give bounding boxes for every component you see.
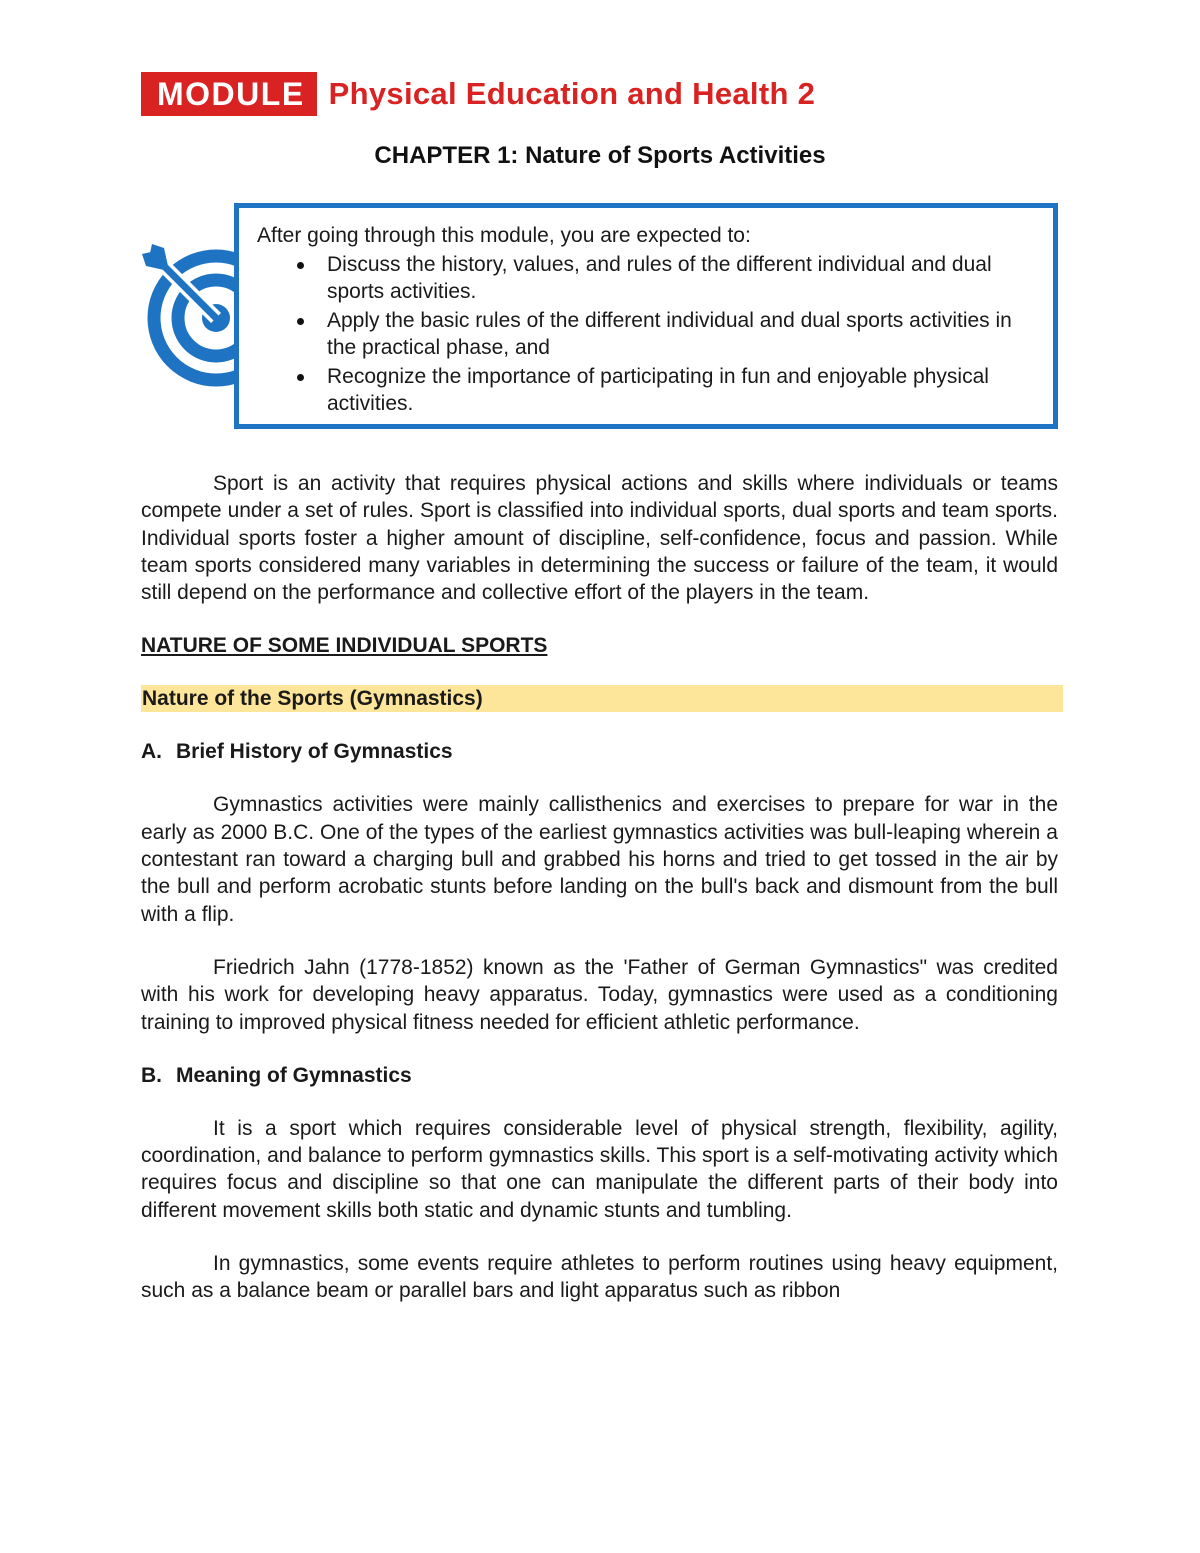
objective-item: Recognize the importance of participating in fun and enjoyable physical activities. (239, 363, 1029, 417)
section-heading: NATURE OF SOME INDIVIDUAL SPORTS (141, 634, 548, 658)
document-body (141, 470, 1058, 1331)
objectives-intro: After going through this module, you are expected to: (257, 224, 751, 247)
subheading-history (141, 738, 1058, 765)
chapter-title: CHAPTER 1: Nature of Sports Activities (374, 142, 826, 169)
intro-paragraph: Sport is an activity that requires physical actions and skills where individuals or teams compete under a set of rules. Sport is classified into individual sports, dual sports and team sports. Individual sports foster a higher amount of discipline, self-confidence, focus and passion. While team sports considered many variables in determining the success or failure of the team, it would still depend on the performance and collective effort of the players in the team. (141, 472, 1058, 605)
subheading-meaning (141, 1062, 1058, 1089)
learning-objectives-box (234, 203, 1058, 429)
subheading-text: Brief History of Gymnastics (176, 740, 453, 764)
subheading-text: Meaning of Gymnastics (176, 1063, 412, 1087)
paragraph: Friedrich Jahn (1778-1852) known as the 'Father of German Gymnastics" was credited with his work for developing heavy apparatus. Today, gymnastics were used as a conditioning training to improved physical fitness needed for efficient athletic performance. (141, 955, 1058, 1034)
objectives-list (239, 251, 1029, 419)
module-badge: MODULE (141, 72, 317, 116)
highlight-heading: Nature of the Sports (Gymnastics) (141, 685, 1063, 712)
paragraph: Gymnastics activities were mainly callisthenics and exercises to prepare for war in the early as 2000 B.C. One of the types of the earliest gymnastics activities was bull-leaping wherein a contestant ran toward a charging bull and grabbed his horns and tried to get tossed in the air by the bull and perform acrobatic stunts before landing on the bull's back and dismount from the bull with a flip. (141, 793, 1058, 926)
objective-item: Discuss the history, values, and rules of the different individual and dual sports activities. (239, 251, 1029, 305)
paragraph: In gymnastics, some events require athletes to perform routines using heavy equipment, such as a balance beam or parallel bars and light apparatus such as ribbon (141, 1252, 1058, 1303)
module-title: Physical Education and Health 2 (328, 76, 816, 111)
paragraph: It is a sport which requires considerable level of physical strength, flexibility, agility, coordination, and balance to perform gymnastics skills. This sport is a self-motivating activity which requires focus and discipline so that one can manipulate the different parts of their body into different movement skills both static and dynamic stunts and tumbling. (141, 1116, 1058, 1222)
subheading-letter: B. (141, 1063, 162, 1087)
objective-item: Apply the basic rules of the different individual and dual sports activities in the practical phase, and (239, 307, 1029, 361)
subheading-letter: A. (141, 740, 162, 764)
module-header (141, 72, 815, 116)
